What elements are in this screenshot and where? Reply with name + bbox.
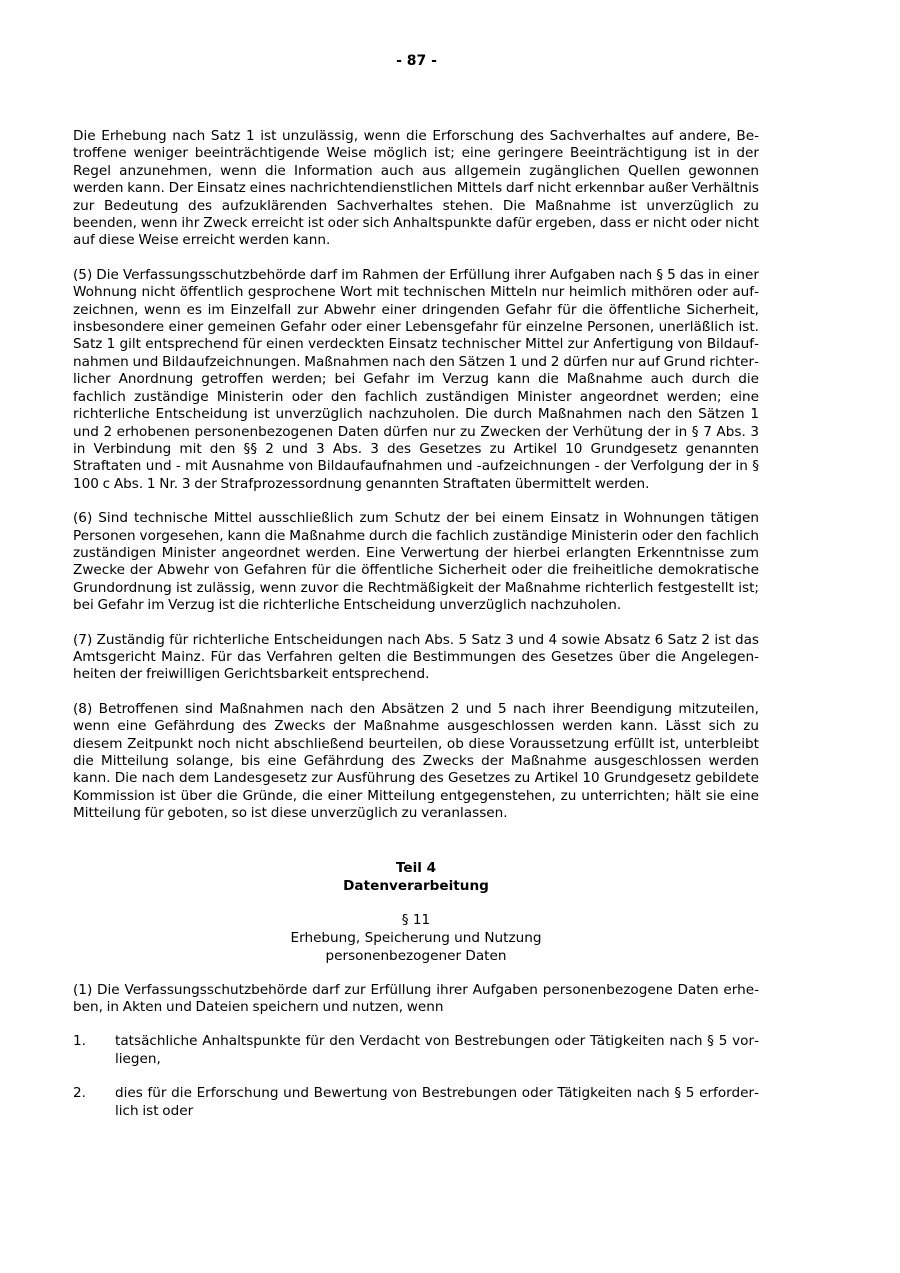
part-label: Teil 4: [395, 859, 437, 876]
paragraph-5: (5) Die Verfassungsschutzbehörde darf im Rahmen der Erfüllung ihrer Aufgaben nach § 5 das in einer Wohnung nicht öffentlich gesprochene Wort mit technischen Mitteln nur heimlich mithören oder aufzeichnen, wenn es im Einzelfall zur Abwehr einer dringenden Gefahr für die öffentliche Sicherheit, insbesondere einer gemeinen Gefahr oder einer Lebensgefahr für einzelne Personen, unerläßlich ist. Satz 1 gilt entsprechend für einen verdeckten Einsatz technischer Mittel zur Anfertigung von Bildaufnahmen und Bildaufzeichnungen. Maßnahmen nach den Sätzen 1 und 2 dürfen nur auf Grund richterlicher Anordnung getroffen werden; bei Gefahr im Verzug kann die Maßnahme auch durch die fachlich zuständige Ministerin oder den fachlich zuständigen Minister angeordnet werden; eine richterliche Entscheidung ist unverzüglich nachzuholen. Die durch Maßnahmen nach den Sätzen 1 und 2 erhobenen personenbezogenen Daten dürfen nur zu Zwecken der Verhütung der in § 7 Abs. 3 in Verbindung mit den §§ 2 und 3 Abs. 3 des Gesetzes zu Artikel 10 Grundgesetz genannten Straftaten und - mit Ausnahme von Bildaufaufnahmen und -aufzeichnungen - der Verfolgung der in § 100 c Abs. 1 Nr. 3 der Strafprozessordnung genannten Straftaten übermittelt werden.: [73, 266, 759, 492]
page-number: - 87 -: [396, 53, 437, 69]
paragraph-8: (8) Betroffenen sind Maßnahmen nach den Absätzen 2 und 5 nach ihrer Beendigung mitzuteilen, wenn eine Gefährdung des Zwecks der Maßnahme ausgeschlossen werden kann. Lässt sich zu diesem Zeitpunkt noch nicht abschließend beurteilen, ob diese Voraussetzung erfüllt ist, unterbleibt die Mitteilung solange, bis eine Gefährdung des Zwecks der Maßnahme ausgeschlossen werden kann. Die nach dem Landesgesetz zur Ausführung des Gesetzes zu Artikel 10 Grundgesetz gebildete Kommission ist über die Gründe, die einer Mitteilung entgegenstehen, zu unterrichten; hält sie eine Mitteilung für geboten, so ist diese unverzüglich zu veranlassen.: [73, 700, 759, 822]
paragraph-gap: [73, 965, 759, 982]
list-item-number: 2.: [73, 1085, 86, 1102]
paragraph-7: (7) Zuständig für richterliche Entscheidungen nach Abs. 5 Satz 3 und 4 sowie Absatz 6 Satz 2 ist das Amtsgericht Mainz. Für das Verfahren gelten die Bestimmungen des Gesetzes über die Angelegenheiten der freiwilligen Gerichtsbarkeit entsprechend.: [73, 631, 759, 683]
heading-gap: [73, 895, 759, 911]
list-item: [73, 1085, 759, 1120]
paragraph-gap: [73, 1068, 759, 1085]
list-item-text: tatsächliche Anhaltspunkte für den Verdacht von Bestrebungen oder Tätigkeiten nach § 5 vorliegen,: [115, 1033, 759, 1067]
list-item-number: 1.: [73, 1033, 86, 1050]
paragraph-6: (6) Sind technische Mittel ausschließlich zum Schutz der bei einem Einsatz in Wohnungen tätigen Personen vorgesehen, kann die Maßnahme durch die fachlich zuständige Ministerin oder den fachlich zuständigen Minister angeordnet werden. Eine Verwertung der hierbei erlangten Erkenntnisse zum Zwecke der Abwehr von Gefahren für die öffentliche Sicherheit oder die freiheitliche demokratische Grundordnung ist zulässig, wenn zuvor die Rechtmäßigkeit der Maßnahme richterlich festgestellt ist; bei Gefahr im Verzug ist die richterliche Entscheidung unverzüglich nachzuholen.: [73, 510, 759, 614]
list-item: [73, 1033, 759, 1068]
part-title: Datenverarbeitung: [343, 877, 489, 894]
paragraph-gap: [73, 250, 759, 267]
section-title-line-2: personenbezogener Daten: [325, 947, 507, 964]
section-title-line-1: Erhebung, Speicherung und Nutzung: [290, 929, 542, 946]
document-body: [73, 128, 759, 1120]
paragraph-intro: Die Erhebung nach Satz 1 ist unzulässig, wenn die Erforschung des Sachverhaltes auf andere, Betroffene weniger beeinträchtigende Weise möglich ist; eine geringere Beeinträchtigung ist in der Regel anzunehmen, wenn die Information auch aus allgemein zugänglichen Quellen gewonnen werden kann. Der Einsatz eines nachrichtendienstlichen Mittels darf nicht erkennbar außer Verhältnis zur Bedeutung des aufzuklärenden Sachverhaltes stehen. Die Maßnahme ist unverzüglich zu beenden, wenn ihr Zweck erreicht ist oder sich Anhaltspunkte dafür ergeben, dass er nicht oder nicht auf diese Weise erreicht werden kann.: [73, 128, 759, 249]
section-paragraph-1: (1) Die Verfassungsschutzbehörde darf zur Erfüllung ihrer Aufgaben personenbezogene Daten erheben, in Akten und Dateien speichern und nutzen, wenn: [73, 981, 759, 1016]
section-gap: [73, 823, 759, 859]
paragraph-gap: [73, 615, 759, 632]
paragraph-gap: [73, 684, 759, 701]
section-number: § 11: [401, 911, 431, 928]
paragraph-gap: [73, 493, 759, 510]
list-item-text: dies für die Erforschung und Bewertung von Bestrebungen oder Tätigkeiten nach § 5 erforderlich ist oder: [115, 1085, 759, 1119]
paragraph-gap: [73, 1016, 759, 1033]
